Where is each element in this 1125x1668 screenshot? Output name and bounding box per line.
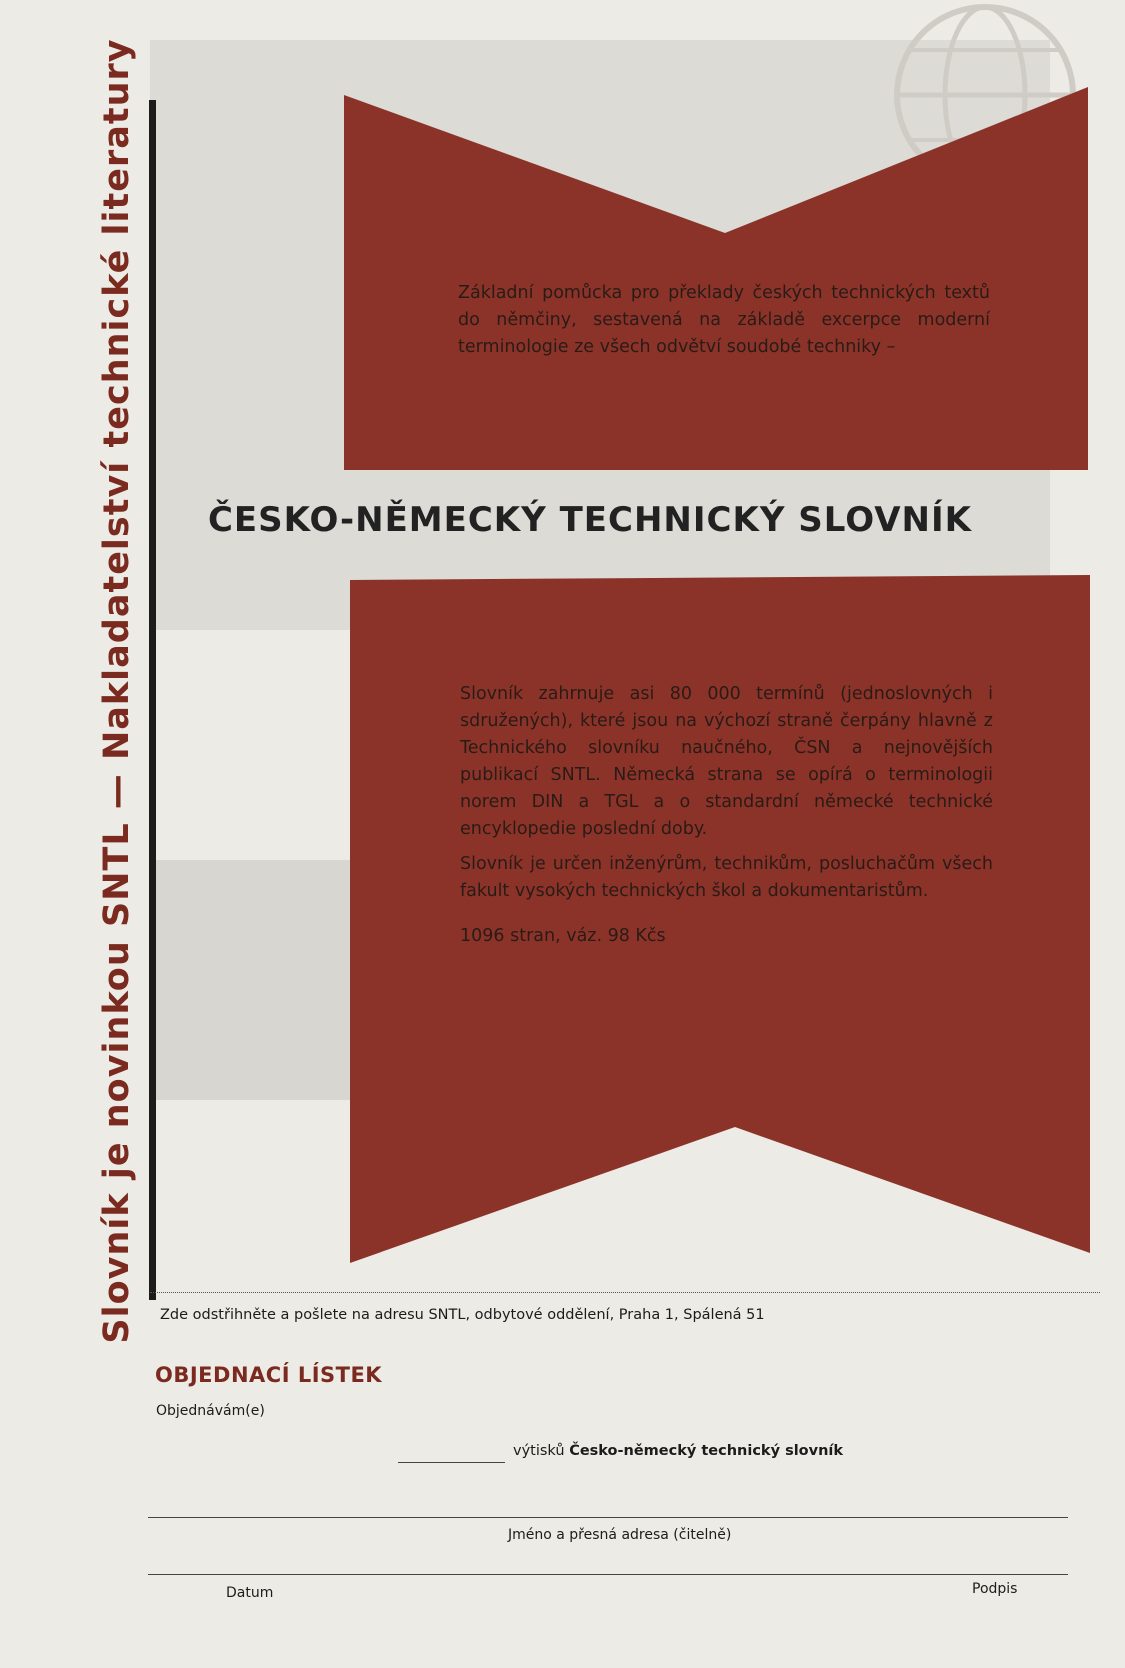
ribbon-top-text: Základní pomůcka pro překlady českých technických textů do němčiny, sestavená na základě excerpce moderní terminologie ze všech odvětví soudobé techniky – — [458, 283, 990, 357]
page-title: ČESKO-NĚMECKÝ TECHNICKÝ SLOVNÍK — [207, 500, 972, 540]
description-paragraph-1: Slovník zahrnuje asi 80 000 termínů (jednoslovných i sdružených), které jsou na výchozí straně čerpány hlavně z Technického slovníku naučného, ČSN a nejnovějších publikací SNTL. Německá strana se opírá o terminologii norem DIN a TGL a o standardní německé technické encyklopedie poslední doby. — [460, 684, 993, 839]
copies-count-field[interactable] — [398, 1462, 505, 1463]
price-info: 1096 stran, váz. 98 Kčs — [460, 926, 666, 946]
vertical-title: Slovník je novinkou SNTL — Nakladatelství technické literatury — [97, 38, 137, 1344]
copies-line — [513, 1443, 843, 1459]
vertical-title-wrap — [82, 38, 152, 1344]
vertical-divider-bar — [149, 100, 156, 1300]
date-signature-field[interactable] — [148, 1574, 1068, 1575]
signature-label: Podpis — [972, 1581, 1018, 1597]
order-label: Objednávám(e) — [156, 1403, 265, 1419]
copies-label: výtisků — [513, 1443, 565, 1459]
name-address-field[interactable] — [148, 1517, 1068, 1518]
cut-line — [150, 1292, 1100, 1293]
copies-book-title: Česko-německý technický slovník — [569, 1443, 844, 1459]
send-instructions: Zde odstřihněte a pošlete na adresu SNTL, odbytové oddělení, Praha 1, Spálená 51 — [160, 1307, 765, 1323]
date-label: Datum — [226, 1585, 274, 1601]
name-address-label: Jméno a přesná adresa (čitelně) — [508, 1527, 732, 1543]
ribbon-bottom-text — [460, 681, 993, 950]
order-form-heading: OBJEDNACÍ LÍSTEK — [155, 1363, 383, 1387]
description-paragraph-2: Slovník je určen inženýrům, technikům, posluchačům všech fakult vysokých technických škol a dokumentaristům. — [460, 854, 993, 901]
